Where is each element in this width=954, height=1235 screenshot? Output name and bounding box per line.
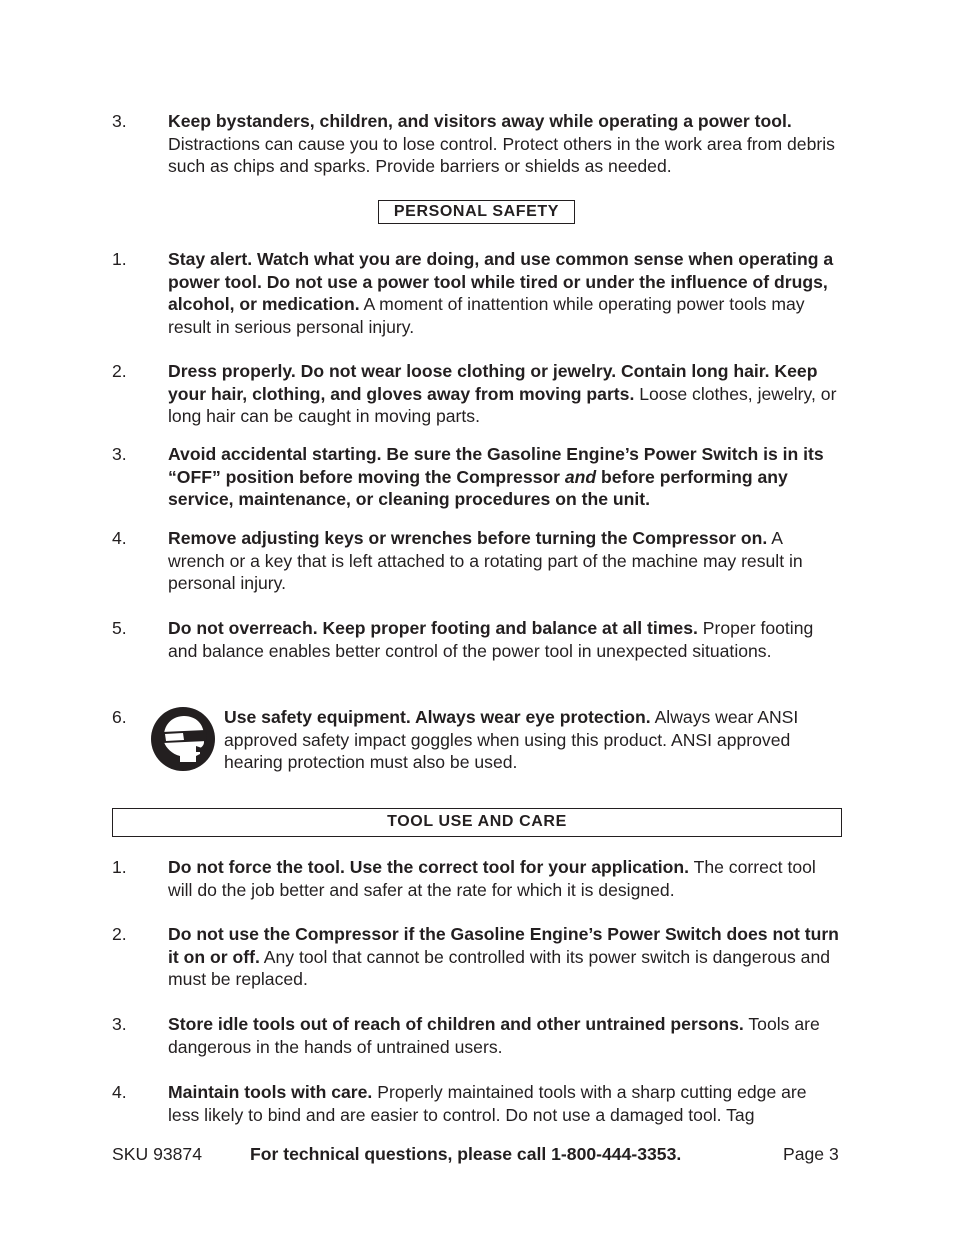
item-body-text: A moment of inattention while operating power tools may result in serious personal injury.: [168, 294, 805, 337]
item-bold-text: Remove adjusting keys or wrenches before turning the Compressor on.: [168, 528, 768, 548]
item-number: 3.: [112, 1014, 127, 1034]
item-bold-text: Store idle tools out of reach of children and other untrained persons.: [168, 1014, 744, 1034]
item-text: [168, 1081, 842, 1126]
footer-technical-phone: For technical questions, please call 1-800-444-3353.: [250, 1144, 682, 1164]
item-number: 3.: [112, 111, 127, 131]
item-bold-text-continued: before performing any service, maintenance, or cleaning procedures on the unit.: [168, 466, 788, 509]
item-body-text: Properly maintained tools with a sharp cutting edge are less likely to bind and are easier to control. Do not use a damaged tool. Tag: [168, 1082, 807, 1125]
item-text: [168, 360, 842, 428]
item-number: 2.: [112, 924, 127, 944]
item-body-text: Distractions can cause you to lose control. Protect others in the work area from debris such as chips and sparks. Provide barriers or shields as needed.: [168, 133, 835, 176]
item-body-text: Loose clothes, jewelry, or long hair can be caught in moving parts.: [168, 383, 837, 426]
item-text: [168, 527, 842, 595]
section-heading-personal-safety: PERSONAL SAFETY: [378, 200, 575, 224]
item-number: 4.: [112, 1082, 127, 1102]
footer-sku: SKU 93874: [112, 1144, 202, 1164]
item-number: 5.: [112, 618, 127, 638]
item-text: [168, 248, 842, 338]
item-text: [168, 856, 842, 901]
item-bold-text: Do not use the Compressor if the Gasoline Engine’s Power Switch does not turn it on or off.: [168, 924, 839, 967]
item-bold-text: Keep bystanders, children, and visitors away while operating a power tool.: [168, 111, 792, 131]
item-text: [168, 110, 842, 178]
item-text: [168, 617, 842, 662]
item-body-text: The correct tool will do the job better and safer at the rate for which it is designed.: [168, 857, 816, 900]
item-bold-text: Maintain tools with care.: [168, 1082, 373, 1102]
item-number: 1.: [112, 857, 127, 877]
item-bold-text: Avoid accidental starting. Be sure the Gasoline Engine’s Power Switch is in its “OFF” position before moving the Compressor: [168, 444, 824, 487]
footer-page-number: Page 3: [783, 1144, 839, 1164]
section-heading-tool-use-and-care: TOOL USE AND CARE: [112, 808, 842, 837]
item-number: 6.: [112, 707, 127, 727]
item-text: [224, 706, 804, 774]
item-body-text: A wrench or a key that is left attached to a rotating part of the machine may result in personal injury.: [168, 528, 803, 593]
item-body-text: Always wear ANSI approved safety impact goggles when using this product. ANSI approved hearing protection must also be used.: [224, 707, 799, 772]
item-body-text: Tools are dangerous in the hands of untrained users.: [168, 1014, 820, 1057]
safety-goggles-icon: [150, 706, 216, 772]
item-number: 3.: [112, 444, 127, 464]
item-text: [168, 1013, 842, 1058]
item-bold-text: Do not force the tool. Use the correct tool for your application.: [168, 857, 690, 877]
item-number: 4.: [112, 528, 127, 548]
item-bold-text: Use safety equipment. Always wear eye protection.: [224, 707, 651, 727]
item-body-text: Proper footing and balance enables better control of the power tool in unexpected situations.: [168, 618, 814, 661]
item-bold-text: Do not overreach. Keep proper footing and balance at all times.: [168, 618, 698, 638]
item-bold-text: Stay alert. Watch what you are doing, and use common sense when operating a power tool. Do not use a power tool while tired or under the influence of drugs, alcohol, or medication.: [168, 249, 834, 314]
item-italic-text: and: [564, 466, 597, 487]
item-body-text: Any tool that cannot be controlled with its power switch is dangerous and must be replaced.: [168, 946, 831, 989]
item-text: [168, 443, 842, 511]
item-bold-text: Dress properly. Do not wear loose clothing or jewelry. Contain long hair. Keep your hair, clothing, and gloves away from moving parts.: [168, 361, 818, 404]
item-number: 2.: [112, 361, 127, 381]
item-number: 1.: [112, 249, 127, 269]
item-text: [168, 923, 842, 991]
